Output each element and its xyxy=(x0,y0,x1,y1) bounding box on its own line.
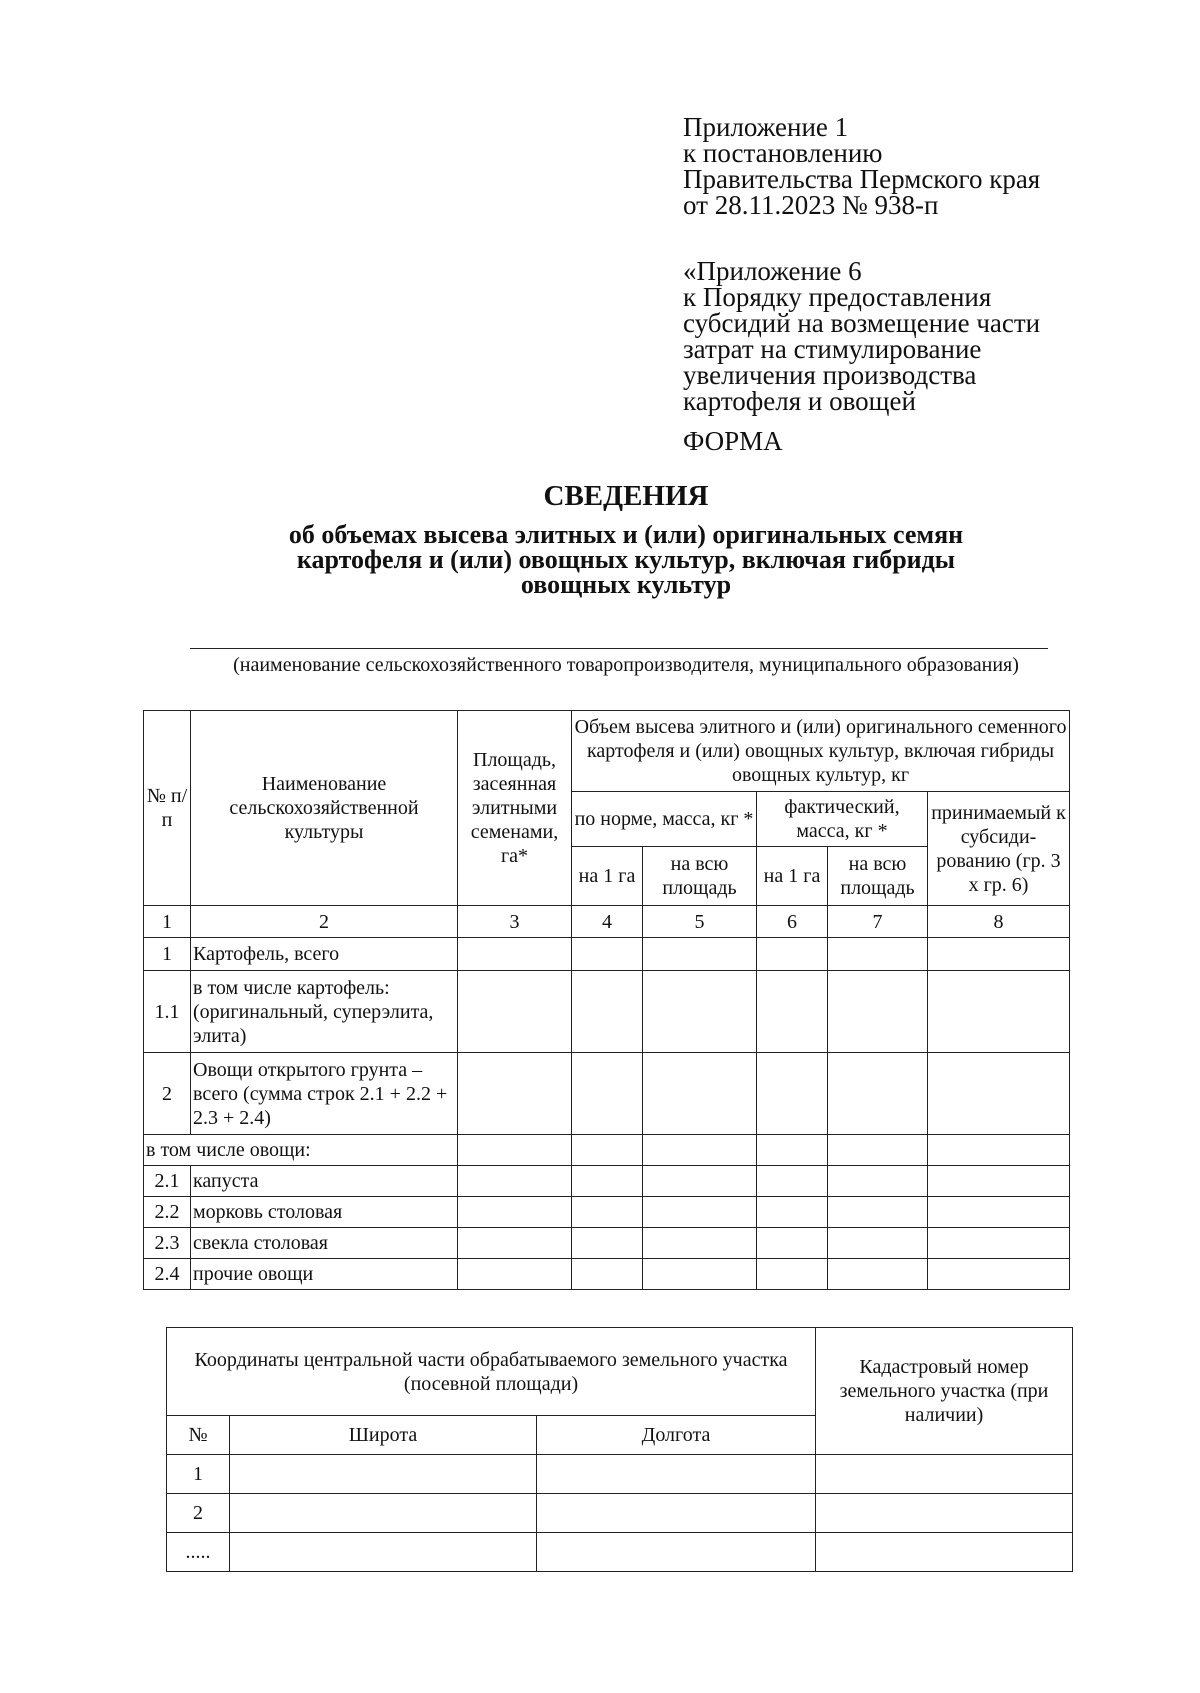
coord-row-num: 1 xyxy=(167,1455,230,1494)
empty-cell[interactable] xyxy=(458,1053,572,1135)
row-crop-name: прочие овощи xyxy=(191,1259,458,1290)
row-crop-name: в том числе картофель: (оригинальный, суперэлита, элита) xyxy=(191,971,458,1053)
empty-cell[interactable] xyxy=(928,938,1070,971)
header-total-area: на всю площадь xyxy=(643,847,757,906)
table-row xyxy=(144,971,1070,1053)
annex-6-line: «Приложение 6 xyxy=(683,256,862,286)
row-crop-name: свекла столовая xyxy=(191,1228,458,1259)
subtitle-line: об объемах высева элитных и (или) оригинальных семян xyxy=(288,520,964,549)
row-num: 2.2 xyxy=(144,1197,191,1228)
empty-cell[interactable] xyxy=(537,1455,816,1494)
row-num: 2.3 xyxy=(144,1228,191,1259)
table-row xyxy=(167,1494,1073,1533)
empty-cell[interactable] xyxy=(458,1259,572,1290)
empty-cell[interactable] xyxy=(643,1228,757,1259)
empty-cell[interactable] xyxy=(572,1197,643,1228)
column-number: 6 xyxy=(757,906,828,938)
row-crop-name: морковь столовая xyxy=(191,1197,458,1228)
empty-cell[interactable] xyxy=(928,1053,1070,1135)
form-label: ФОРМА xyxy=(683,426,783,456)
coordinates-header: Координаты центральной части обрабатываемого земельного участка (посевной площади) xyxy=(167,1328,816,1416)
empty-cell[interactable] xyxy=(928,971,1070,1053)
row-num: 2.1 xyxy=(144,1166,191,1197)
coord-row-num: 2 xyxy=(167,1494,230,1533)
cadastral-header: Кадастровый номер земельного участка (при наличии) xyxy=(816,1328,1073,1455)
annex-6-line: к Порядку предоставления xyxy=(683,282,992,312)
producer-name-line[interactable] xyxy=(190,648,1048,649)
empty-cell[interactable] xyxy=(816,1533,1073,1572)
empty-cell[interactable] xyxy=(458,1228,572,1259)
land-coordinates-table xyxy=(166,1327,1073,1572)
empty-cell[interactable] xyxy=(828,938,928,971)
empty-cell[interactable] xyxy=(537,1533,816,1572)
empty-cell[interactable] xyxy=(230,1533,537,1572)
empty-cell[interactable] xyxy=(928,1197,1070,1228)
header-per-ha: на 1 га xyxy=(757,847,828,906)
column-number: 3 xyxy=(458,906,572,938)
annex-6-line: увеличения производства xyxy=(683,360,977,390)
empty-cell[interactable] xyxy=(572,1053,643,1135)
empty-cell[interactable] xyxy=(458,971,572,1053)
empty-cell[interactable] xyxy=(572,1166,643,1197)
header-volume: Объем высева элитного и (или) оригинального семенного картофеля и (или) овощных культур, включая гибриды овощных культур, кг xyxy=(572,711,1070,792)
empty-cell[interactable] xyxy=(572,1228,643,1259)
document-title: СВЕДЕНИЯ xyxy=(543,480,709,512)
annex-6-line: картофеля и овощей xyxy=(683,386,916,416)
row-num: 1.1 xyxy=(144,971,191,1053)
empty-cell[interactable] xyxy=(757,1197,828,1228)
header-area: Площадь, засеянная элитными семенами, га* xyxy=(458,711,572,906)
empty-cell[interactable] xyxy=(928,1228,1070,1259)
empty-cell[interactable] xyxy=(572,1259,643,1290)
empty-cell[interactable] xyxy=(828,1197,928,1228)
empty-cell[interactable] xyxy=(458,1197,572,1228)
latitude-header: Широта xyxy=(230,1416,537,1455)
header-subsidy: принимаемый к субсиди-рованию (гр. 3 х гр. 6) xyxy=(928,792,1070,906)
empty-cell[interactable] xyxy=(643,1197,757,1228)
row-crop-name: капуста xyxy=(191,1166,458,1197)
vegetables-subheader: в том числе овощи: xyxy=(144,1135,458,1166)
empty-cell[interactable] xyxy=(458,1135,572,1166)
row-crop-name: Картофель, всего xyxy=(191,938,458,971)
empty-cell[interactable] xyxy=(757,1166,828,1197)
header-per-ha: на 1 га xyxy=(572,847,643,906)
seeding-volume-table xyxy=(143,710,1070,1290)
column-number: 7 xyxy=(828,906,928,938)
column-number: 1 xyxy=(144,906,191,938)
empty-cell[interactable] xyxy=(643,1053,757,1135)
empty-cell[interactable] xyxy=(458,1166,572,1197)
empty-cell[interactable] xyxy=(643,971,757,1053)
table-subheader-row xyxy=(144,1135,1070,1166)
table-row xyxy=(144,1053,1070,1135)
table-row xyxy=(144,1228,1070,1259)
subtitle-line: овощных культур xyxy=(520,570,732,599)
annex-1-line: к постановлению xyxy=(683,138,883,168)
empty-cell[interactable] xyxy=(572,938,643,971)
empty-cell[interactable] xyxy=(816,1455,1073,1494)
column-number: 2 xyxy=(191,906,458,938)
header-norm: по норме, масса, кг * xyxy=(572,792,757,847)
empty-cell[interactable] xyxy=(757,938,828,971)
empty-cell[interactable] xyxy=(828,1259,928,1290)
header-num: № п/п xyxy=(144,711,191,906)
coord-num-header: № xyxy=(167,1416,230,1455)
producer-name-caption: (наименование сельскохозяйственного товаропроизводителя, муниципального образования) xyxy=(233,654,1019,676)
empty-cell[interactable] xyxy=(928,1259,1070,1290)
annex-1-line: Правительства Пермского края xyxy=(683,164,1041,194)
table-row xyxy=(167,1455,1073,1494)
annex-6-line: затрат на стимулирование xyxy=(683,334,982,364)
document-subtitle xyxy=(0,522,1200,597)
column-number: 4 xyxy=(572,906,643,938)
annex-6-header xyxy=(683,258,1040,414)
empty-cell[interactable] xyxy=(828,1166,928,1197)
empty-cell[interactable] xyxy=(230,1494,537,1533)
empty-cell[interactable] xyxy=(572,1135,643,1166)
empty-cell[interactable] xyxy=(757,971,828,1053)
empty-cell[interactable] xyxy=(757,1053,828,1135)
empty-cell[interactable] xyxy=(572,971,643,1053)
empty-cell[interactable] xyxy=(537,1494,816,1533)
table-row xyxy=(144,938,1070,971)
empty-cell[interactable] xyxy=(230,1455,537,1494)
empty-cell[interactable] xyxy=(643,938,757,971)
empty-cell[interactable] xyxy=(643,1135,757,1166)
column-number: 8 xyxy=(928,906,1070,938)
empty-cell[interactable] xyxy=(757,1228,828,1259)
subtitle-line: картофеля и (или) овощных культур, включая гибриды xyxy=(296,545,956,574)
empty-cell[interactable] xyxy=(643,1259,757,1290)
empty-cell[interactable] xyxy=(757,1259,828,1290)
annex-1-line: от 28.11.2023 № 938-п xyxy=(683,190,939,220)
empty-cell[interactable] xyxy=(828,1053,928,1135)
empty-cell[interactable] xyxy=(828,1135,928,1166)
longitude-header: Долгота xyxy=(537,1416,816,1455)
empty-cell[interactable] xyxy=(458,938,572,971)
row-num: 2.4 xyxy=(144,1259,191,1290)
header-total-area: на всю площадь xyxy=(828,847,928,906)
annex-1-line: Приложение 1 xyxy=(683,112,849,142)
column-number: 5 xyxy=(643,906,757,938)
empty-cell[interactable] xyxy=(928,1166,1070,1197)
empty-cell[interactable] xyxy=(643,1166,757,1197)
annex-1-header xyxy=(683,114,1040,218)
table-row xyxy=(144,1197,1070,1228)
row-num: 2 xyxy=(144,1053,191,1135)
table-row xyxy=(144,1259,1070,1290)
coord-row-num: ..... xyxy=(167,1533,230,1572)
header-crop-name: Наименование сельскохозяйственной культуры xyxy=(191,711,458,906)
annex-6-line: субсидий на возмещение части xyxy=(683,308,1041,338)
header-actual: фактический, масса, кг * xyxy=(757,792,928,847)
row-crop-name: Овощи открытого грунта – всего (сумма строк 2.1 + 2.2 + 2.3 + 2.4) xyxy=(191,1053,458,1135)
empty-cell[interactable] xyxy=(757,1135,828,1166)
empty-cell[interactable] xyxy=(816,1494,1073,1533)
empty-cell[interactable] xyxy=(828,1228,928,1259)
table-row xyxy=(144,1166,1070,1197)
empty-cell[interactable] xyxy=(828,971,928,1053)
empty-cell[interactable] xyxy=(928,1135,1070,1166)
table-row xyxy=(167,1533,1073,1572)
row-num: 1 xyxy=(144,938,191,971)
